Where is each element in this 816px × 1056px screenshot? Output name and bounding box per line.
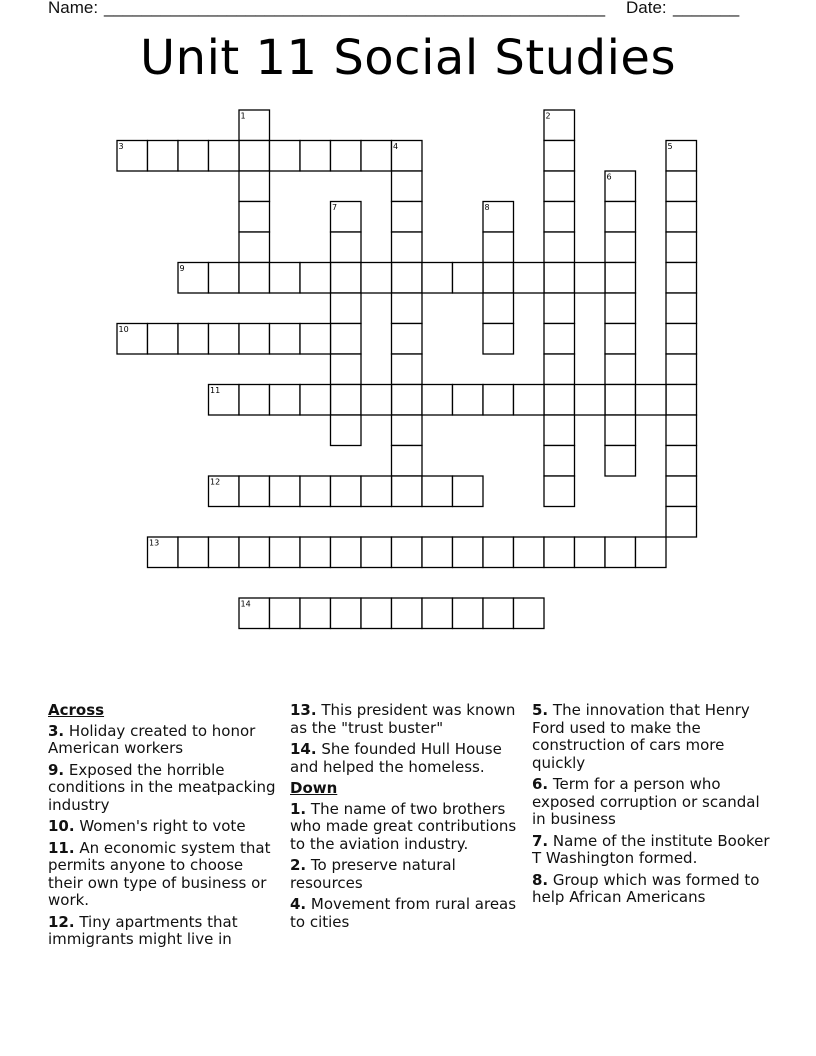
grid-cell[interactable] (514, 263, 545, 294)
grid-cell[interactable] (544, 537, 575, 568)
grid-cell[interactable] (331, 537, 362, 568)
grid-cell[interactable] (575, 385, 606, 416)
cell-number: 4 (393, 142, 399, 151)
grid-cell[interactable] (544, 354, 575, 385)
name-label: Name: (48, 0, 99, 17)
grid-cell[interactable] (392, 171, 423, 202)
clue-text: Exposed the horrible conditions in the meatpacking industry (48, 760, 276, 814)
cell-number: 12 (210, 477, 221, 487)
grid-cell[interactable] (666, 415, 697, 446)
clue-text: To preserve natural resources (290, 856, 456, 892)
clue-down-7 (532, 833, 772, 868)
clues-column-1 (48, 702, 278, 953)
clue-number: 11. (48, 838, 75, 857)
date-label: Date: (626, 0, 667, 17)
grid-cell[interactable] (300, 141, 331, 172)
grid-cell[interactable] (270, 537, 301, 568)
grid-cell[interactable] (270, 141, 301, 172)
grid-cell[interactable] (422, 476, 453, 507)
grid-cell[interactable] (270, 385, 301, 416)
grid-cell[interactable] (239, 202, 270, 233)
grid-cell[interactable] (575, 537, 606, 568)
clue-number: 3. (48, 721, 65, 740)
grid-cell[interactable] (392, 232, 423, 263)
grid-cell[interactable] (270, 598, 301, 629)
grid-cell[interactable] (331, 415, 362, 446)
clue-text: This president was known as the "trust buster" (290, 701, 516, 737)
clue-across-9 (48, 762, 278, 815)
grid-cell[interactable] (544, 232, 575, 263)
grid-cell[interactable] (239, 171, 270, 202)
grid-cell[interactable] (605, 263, 636, 294)
cell-number: 8 (484, 203, 490, 212)
grid-cell[interactable] (636, 385, 667, 416)
grid-cell[interactable] (300, 476, 331, 507)
grid-cell[interactable] (331, 263, 362, 294)
grid-cell[interactable] (178, 324, 209, 355)
grid-cell[interactable] (361, 537, 392, 568)
cell-number: 9 (179, 264, 185, 273)
grid-cell[interactable] (331, 232, 362, 263)
grid-cell[interactable] (636, 537, 667, 568)
clue-number: 12. (48, 912, 75, 931)
grid-cell[interactable] (544, 263, 575, 294)
cell-number: 3 (118, 142, 124, 151)
grid-cell[interactable] (605, 293, 636, 324)
clue-text: Women's right to vote (79, 817, 246, 835)
grid-cell[interactable] (239, 537, 270, 568)
grid-cell[interactable] (483, 537, 514, 568)
cell-number: 7 (332, 203, 338, 212)
clue-text: She founded Hull House and helped the homeless. (290, 740, 502, 776)
grid-cell[interactable] (453, 537, 484, 568)
clue-number: 13. (290, 701, 317, 719)
grid-cell[interactable] (483, 263, 514, 294)
grid-cell[interactable] (209, 263, 240, 294)
grid-cell[interactable] (239, 385, 270, 416)
grid-cell[interactable] (270, 476, 301, 507)
grid-cell[interactable] (239, 232, 270, 263)
grid-cell[interactable] (331, 476, 362, 507)
grid-cell[interactable] (483, 293, 514, 324)
clue-number: 7. (532, 831, 549, 850)
clue-number: 1. (290, 799, 307, 818)
grid-cell[interactable] (514, 385, 545, 416)
grid-cell[interactable] (361, 476, 392, 507)
date-field[interactable]: _______ (673, 0, 740, 17)
page-title: Unit 11 Social Studies (140, 30, 676, 86)
clue-text: Term for a person who exposed corruption or scandal in business (532, 775, 760, 828)
grid-cell[interactable] (514, 537, 545, 568)
clue-text: Tiny apartments that immigrants might live in (48, 912, 238, 948)
grid-cell[interactable] (605, 324, 636, 355)
name-field[interactable]: _____________________________________________________ (104, 0, 606, 17)
grid-cell[interactable] (361, 263, 392, 294)
grid-cell[interactable] (544, 141, 575, 172)
grid-cell[interactable] (605, 232, 636, 263)
grid-cell[interactable] (666, 354, 697, 385)
cell-number: 10 (118, 325, 129, 334)
clues-column-2 (290, 702, 526, 935)
grid-cell[interactable] (453, 598, 484, 629)
grid-cell[interactable] (544, 171, 575, 202)
grid-cell[interactable] (300, 537, 331, 568)
clue-down-8 (532, 872, 772, 907)
grid-cell[interactable] (605, 537, 636, 568)
clue-number: 6. (532, 775, 549, 793)
grid-cell[interactable] (453, 476, 484, 507)
grid-cell[interactable] (331, 354, 362, 385)
clue-across-13 (290, 702, 526, 737)
grid-cell[interactable] (392, 446, 423, 477)
grid-cell[interactable] (666, 446, 697, 477)
grid-cell[interactable] (209, 324, 240, 355)
grid-cell[interactable] (422, 537, 453, 568)
clue-text: The innovation that Henry Ford used to make the construction of cars more quickly (532, 701, 750, 772)
grid-cell[interactable] (239, 324, 270, 355)
across-heading: Across (48, 701, 105, 719)
grid-cell[interactable] (361, 598, 392, 629)
grid-cell[interactable] (392, 263, 423, 294)
grid-cell[interactable] (605, 385, 636, 416)
grid-cell[interactable] (209, 141, 240, 172)
grid-cell[interactable] (331, 293, 362, 324)
grid-cell[interactable] (514, 598, 545, 629)
clue-number: 14. (290, 740, 317, 758)
grid-cell[interactable] (483, 232, 514, 263)
grid-cell[interactable] (422, 385, 453, 416)
clue-text: Holiday created to honor American workers (48, 721, 256, 757)
clue-text: Group which was formed to help African Americans (532, 870, 760, 906)
cell-number: 6 (606, 172, 612, 182)
clue-across-3 (48, 723, 278, 758)
grid-cell[interactable] (544, 446, 575, 477)
grid-cell[interactable] (666, 385, 697, 416)
clue-down-1 (290, 801, 526, 854)
grid-cell[interactable] (605, 446, 636, 477)
cell-number: 5 (667, 142, 673, 151)
grid-cell[interactable] (544, 293, 575, 324)
clue-number: 9. (48, 760, 65, 779)
clue-number: 5. (532, 701, 549, 719)
clue-number: 4. (290, 895, 307, 913)
grid-cell[interactable] (331, 598, 362, 629)
grid-cell[interactable] (392, 598, 423, 629)
grid-cell[interactable] (666, 263, 697, 294)
clue-number: 10. (48, 817, 75, 835)
grid-cell[interactable] (331, 141, 362, 172)
grid-cell[interactable] (331, 324, 362, 355)
grid-cell[interactable] (300, 263, 331, 294)
grid-cell[interactable] (544, 476, 575, 507)
grid-cell[interactable] (666, 293, 697, 324)
clue-down-4 (290, 896, 526, 931)
grid-cell[interactable] (300, 324, 331, 355)
grid-cell[interactable] (544, 202, 575, 233)
clue-number: 2. (290, 856, 307, 874)
grid-cell[interactable] (544, 385, 575, 416)
clue-across-10 (48, 818, 278, 836)
grid-cell[interactable] (453, 385, 484, 416)
clue-text: Movement from rural areas to cities (290, 895, 517, 931)
cell-number: 13 (149, 538, 160, 548)
grid-cell[interactable] (392, 415, 423, 446)
grid-cell[interactable] (361, 141, 392, 172)
grid-cell[interactable] (666, 202, 697, 233)
clue-text: The name of two brothers who made great contributions to the aviation industry. (290, 799, 517, 853)
grid-cell[interactable] (300, 385, 331, 416)
clue-down-2 (290, 857, 526, 892)
grid-cell[interactable] (422, 598, 453, 629)
grid-cell[interactable] (544, 324, 575, 355)
grid-cell[interactable] (178, 141, 209, 172)
clue-text: An economic system that permits anyone to choose their own type of business or work. (48, 838, 271, 909)
clue-across-11 (48, 840, 278, 910)
grid-cell[interactable] (178, 537, 209, 568)
grid-cell[interactable] (148, 141, 179, 172)
grid-cell[interactable] (605, 202, 636, 233)
grid-cell[interactable] (575, 263, 606, 294)
grid-cell[interactable] (392, 354, 423, 385)
cell-number: 11 (210, 386, 221, 395)
grid-cell[interactable] (361, 385, 392, 416)
grid-cell[interactable] (331, 385, 362, 416)
grid-cell[interactable] (666, 507, 697, 538)
grid-cell[interactable] (605, 415, 636, 446)
grid-cell[interactable] (483, 324, 514, 355)
grid-cell[interactable] (392, 202, 423, 233)
down-heading: Down (290, 779, 338, 797)
grid-cell[interactable] (392, 476, 423, 507)
clue-text: Name of the institute Booker T Washington formed. (532, 831, 770, 867)
grid-cell[interactable] (392, 537, 423, 568)
grid-cell[interactable] (270, 324, 301, 355)
grid-cell[interactable] (300, 598, 331, 629)
grid-cell[interactable] (666, 324, 697, 355)
grid-cell[interactable] (483, 598, 514, 629)
grid-cell[interactable] (392, 324, 423, 355)
grid-cell[interactable] (239, 476, 270, 507)
clue-down-5 (532, 702, 772, 772)
grid-cell[interactable] (666, 232, 697, 263)
grid-cell[interactable] (392, 385, 423, 416)
grid-cell[interactable] (666, 171, 697, 202)
cell-number: 14 (240, 599, 251, 609)
cell-number: 1 (240, 111, 246, 121)
grid-cell[interactable] (392, 293, 423, 324)
clues-column-3 (532, 702, 772, 911)
grid-cell[interactable] (239, 263, 270, 294)
grid-cell[interactable] (605, 354, 636, 385)
clue-down-6 (532, 776, 772, 829)
cell-number: 2 (545, 111, 551, 121)
clue-number: 8. (532, 870, 549, 889)
grid-cell[interactable] (270, 263, 301, 294)
grid-cell[interactable] (209, 537, 240, 568)
grid-cell[interactable] (148, 324, 179, 355)
grid-cell[interactable] (239, 141, 270, 172)
grid-cell[interactable] (422, 263, 453, 294)
grid-cell[interactable] (483, 385, 514, 416)
grid-cell[interactable] (453, 263, 484, 294)
grid-cell[interactable] (666, 476, 697, 507)
grid-cell[interactable] (544, 415, 575, 446)
clue-across-12 (48, 914, 278, 949)
clue-across-14 (290, 741, 526, 776)
